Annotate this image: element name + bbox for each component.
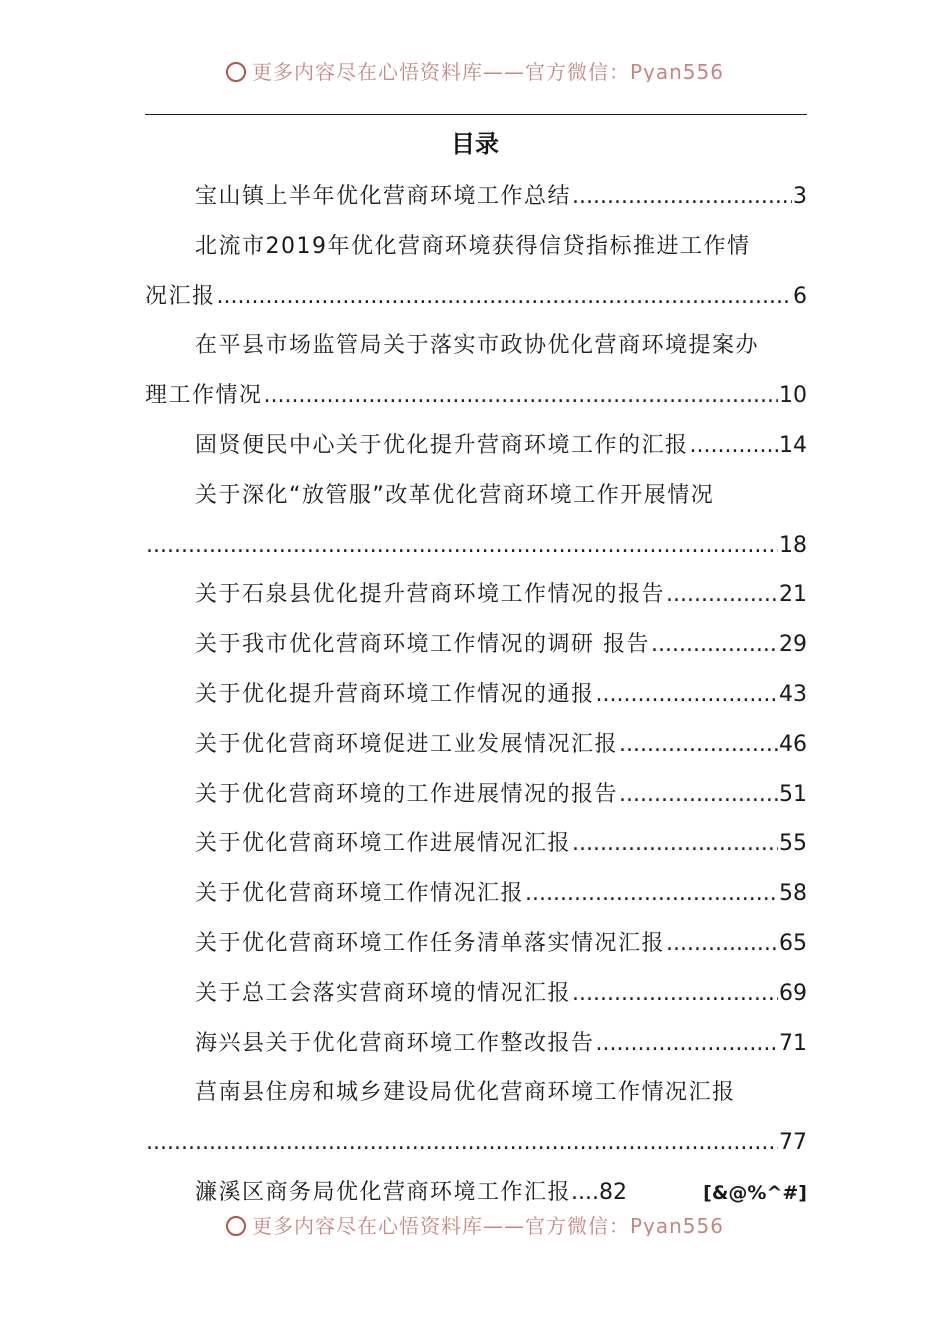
toc-title: 目录: [451, 129, 499, 158]
dot-leader: [525, 869, 778, 919]
toc-entry-page: 6: [793, 283, 807, 309]
toc-entry[interactable]: [145, 869, 807, 919]
toc-entry[interactable]: [145, 819, 807, 869]
toc-entry-title: 关于优化营商环境工作进展情况汇报: [195, 831, 572, 857]
toc-entry-title: 关于优化提升营商环境工作情况的通报: [195, 681, 595, 707]
toc-entry[interactable]: [145, 172, 807, 222]
dot-leader: [666, 570, 778, 620]
dot-leader: [596, 670, 778, 720]
dot-leader: [146, 521, 778, 571]
toc-entry-page: 77: [779, 1130, 807, 1156]
toc-entry[interactable]: [145, 969, 807, 1019]
toc-entry[interactable]: [145, 720, 807, 770]
toc-entry-continuation[interactable]: [145, 371, 807, 421]
dot-leader: [146, 1118, 778, 1168]
dot-leader: [264, 371, 778, 421]
toc-entry-page: 18: [779, 532, 807, 558]
toc-entry-title: 关于总工会落实营商环境的情况汇报: [195, 980, 572, 1006]
toc-entry[interactable]: [145, 919, 807, 969]
toc-entry[interactable]: [145, 1068, 807, 1118]
dot-leader: [572, 819, 778, 869]
toc-entry[interactable]: [145, 421, 807, 471]
toc-entry-page: 51: [779, 781, 807, 807]
toc-entry-page: 29: [779, 632, 807, 658]
toc-entry-title: 宝山镇上半年优化营商环境工作总结: [195, 184, 572, 209]
toc-entry-title: 关于我市优化营商环境工作情况的调研 报告: [195, 632, 650, 658]
toc-entry[interactable]: [145, 1019, 807, 1069]
toc-entry[interactable]: [145, 222, 807, 272]
watermark-bottom: [0, 1210, 950, 1236]
watermark-text: 更多内容尽在心悟资料库——官方微信：Pyan556: [251, 1214, 724, 1236]
toc-entry-title: 关于优化营商环境工作任务清单落实情况汇报: [195, 930, 666, 956]
toc-entry-page: 65: [779, 930, 807, 956]
toc-entry-title: 固贤便民中心关于优化提升营商环境工作的汇报: [195, 432, 689, 458]
dot-leader: ....: [571, 1179, 599, 1205]
toc-entry-title: 濂溪区商务局优化营商环境工作汇报: [195, 1179, 572, 1205]
toc-entry-page: 10: [779, 383, 807, 409]
toc-entry[interactable]: [145, 471, 807, 521]
dot-leader: [572, 969, 778, 1019]
toc-entry-title: 关于优化营商环境的工作进展情况的报告: [195, 781, 619, 807]
toc-entry-title: 在平县市场监管局关于落实市政协优化营商环境提案办: [195, 333, 760, 359]
dot-leader: [596, 1019, 778, 1069]
toc-entry-title: 关于深化“放管服”改革优化营商环境工作开展情况: [195, 482, 715, 508]
dot-leader: [690, 421, 778, 471]
dot-leader: [651, 620, 778, 670]
toc-entry-page: 58: [779, 881, 807, 907]
dot-leader: [666, 919, 778, 969]
dot-leader: [572, 172, 792, 222]
dot-leader: [619, 720, 778, 770]
toc-entry-page: 71: [779, 1030, 807, 1056]
watermark-top: [0, 56, 950, 82]
toc-entry-title: 海兴县关于优化营商环境工作整改报告: [195, 1030, 595, 1056]
toc-entry[interactable]: [145, 570, 807, 620]
toc-entry[interactable]: [145, 321, 807, 371]
toc-entry-continuation[interactable]: [145, 1118, 807, 1168]
toc-entry-continuation[interactable]: [145, 521, 807, 571]
toc-entry-title: 关于优化营商环境促进工业发展情况汇报: [195, 731, 619, 757]
toc-entry-page: 43: [779, 681, 807, 707]
toc-entry-page: 21: [779, 582, 807, 608]
header-rule: [145, 114, 807, 115]
toc-entry[interactable]: [145, 620, 807, 670]
logo-icon: [226, 1216, 246, 1236]
toc-entry-page: 55: [779, 831, 807, 857]
watermark-text: 更多内容尽在心悟资料库——官方微信：Pyan556: [251, 60, 724, 82]
toc-entry-page: 46: [779, 731, 807, 757]
dot-leader: [217, 272, 792, 322]
toc-entry-page: 14: [779, 432, 807, 458]
toc-entry-title: 关于石泉县优化提升营商环境工作情况的报告: [195, 582, 666, 608]
toc-entry-title-cont: 理工作情况: [145, 383, 263, 409]
toc-entry[interactable]: [145, 670, 807, 720]
dot-leader: [619, 770, 778, 820]
toc-entry-title: 关于优化营商环境工作情况汇报: [195, 881, 525, 907]
toc-entry-page: 82: [599, 1179, 627, 1205]
toc-entry-page: 69: [779, 980, 807, 1006]
toc-entry-page: 3: [793, 184, 807, 209]
table-of-contents: [145, 172, 807, 1218]
logo-icon: [226, 62, 246, 82]
toc-entry-title: 莒南县住房和城乡建设局优化营商环境工作情况汇报: [195, 1080, 736, 1106]
toc-entry-title: 北流市2019年优化营商环境获得信贷指标推进工作情: [195, 233, 751, 259]
toc-entry-title-cont: 况汇报: [145, 283, 216, 309]
marker-text: [&@%^#]: [703, 1181, 807, 1204]
toc-entry-continuation[interactable]: [145, 272, 807, 322]
toc-entry[interactable]: [145, 770, 807, 820]
